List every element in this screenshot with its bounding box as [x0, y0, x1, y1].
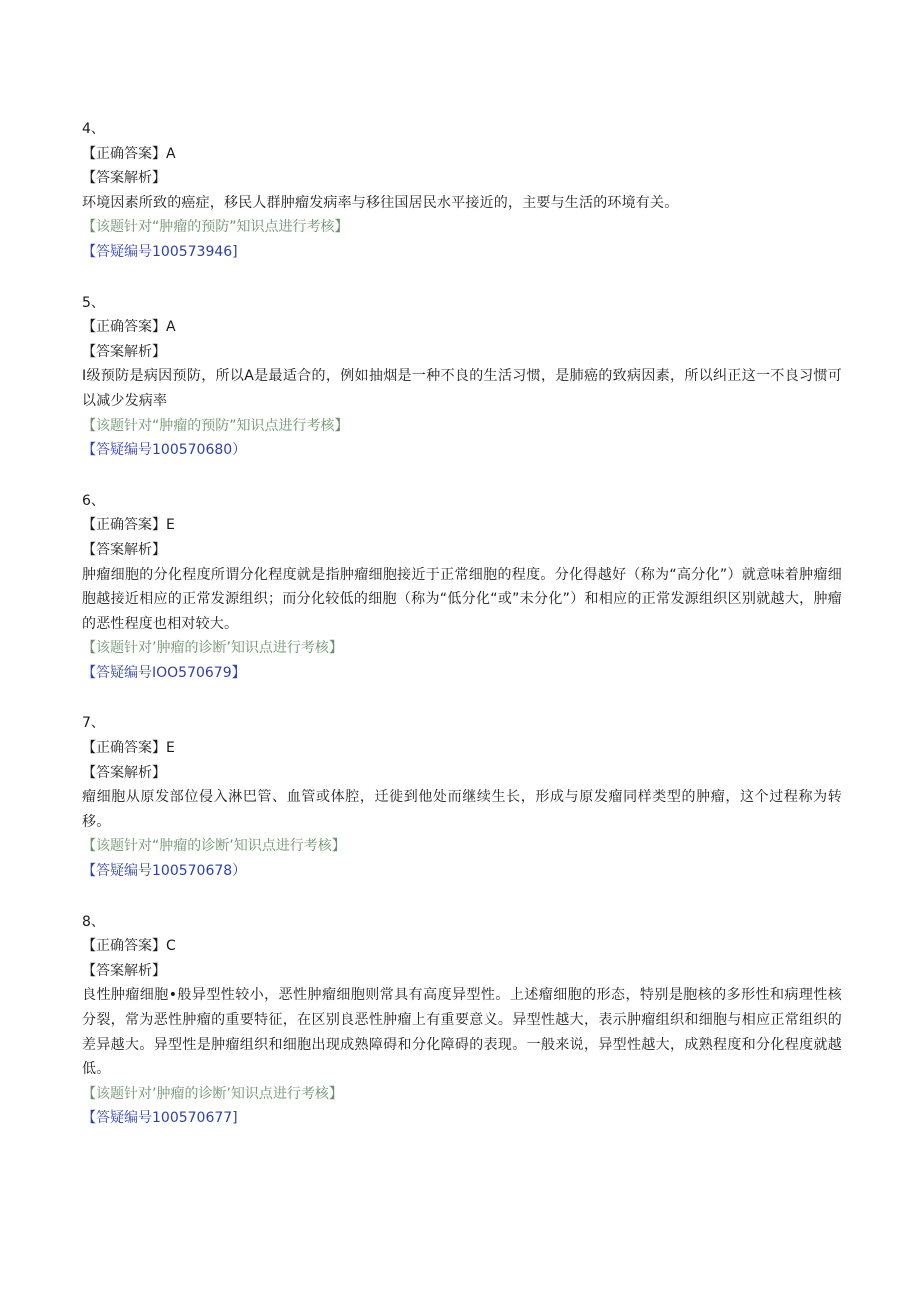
question-4	[82, 117, 842, 265]
question-id: 【答疑编号IOO570679】	[82, 664, 246, 681]
explanation-text: 瘤细胞从原发部位侵入淋巴管、血管或体腔，迁徙到他处而继续生长，形成与原发瘤同样类型的肿瘤，这个过程称为转移。	[82, 789, 842, 830]
question-number: 6、	[82, 492, 105, 509]
explanation-text: 环境因素所致的癌症，移民人群肿瘤发病率与移往国居民水平接近的，主要与生活的环境有关。	[82, 194, 679, 211]
question-number: 7、	[82, 715, 105, 732]
topic-note: 【该题针对“肿瘤的预防”知识点进行考核】	[82, 417, 349, 434]
analysis-label: 【答案解析】	[82, 343, 166, 360]
question-number: 8、	[82, 913, 105, 930]
analysis-label: 【答案解析】	[82, 764, 166, 781]
topic-note: 【该题针对“肿瘤的诊断’知识点进行考核】	[82, 838, 346, 855]
question-8	[82, 910, 842, 1131]
question-id: 【答疑编号100573946]	[82, 243, 238, 260]
question-number: 5、	[82, 294, 105, 311]
analysis-label: 【答案解析】	[82, 962, 166, 979]
question-7	[82, 711, 842, 883]
topic-note: 【该题针对“肿瘤的预防”知识点进行考核】	[82, 219, 349, 236]
correct-answer: 【正确答案】A	[82, 319, 176, 336]
explanation-text: 肿瘤细胞的分化程度所谓分化程度就是指肿瘤细胞接近于正常细胞的程度。分化得越好（称为“高分化”）就意味着肿瘤细胞越接近相应的正常发源组织；而分化较低的细胞（称为“低分化“或”未分化”）和相应的正常发源组织区别就越大，肿瘤的恶性程度也相对较大。	[82, 566, 842, 632]
explanation-text: 良性肿瘤细胞•般异型性较小，恶性肿瘤细胞则常具有高度异型性。上述瘤细胞的形态，特别是胞核的多形性和病理性核分裂，常为恶性肿瘤的重要特征，在区别良恶性肿瘤上有重要意义。异型性越大，表示肿瘤组织和细胞与相应正常组织的差异越大。异型性是肿瘤组织和细胞出现成熟障碍和分化障碍的表现。一般来说，异型性越大，成熟程度和分化程度就越低。	[82, 987, 842, 1078]
analysis-label: 【答案解析】	[82, 170, 166, 187]
topic-note: 【该题针对’肿瘤的诊断’知识点进行考核】	[82, 1085, 343, 1102]
topic-note: 【该题针对’肿瘤的诊断’知识点进行考核】	[82, 640, 343, 657]
answer-sheet	[82, 117, 842, 1157]
question-5	[82, 291, 842, 463]
question-id: 【答疑编号100570680）	[82, 442, 247, 459]
explanation-text: I级预防是病因预防，所以A是最适合的，例如抽烟是一种不良的生活习惯，是肺癌的致病因素，所以纠正这一不良习惯可以减少发病率	[82, 368, 842, 409]
correct-answer: 【正确答案】C	[82, 938, 176, 955]
correct-answer: 【正确答案】A	[82, 145, 176, 162]
question-6	[82, 489, 842, 686]
correct-answer: 【正确答案】E	[82, 517, 175, 534]
question-id: 【答疑编号100570678）	[82, 863, 247, 880]
analysis-label: 【答案解析】	[82, 541, 166, 558]
correct-answer: 【正确答案】E	[82, 740, 175, 757]
question-id: 【答疑编号100570677]	[82, 1110, 238, 1127]
question-number: 4、	[82, 121, 105, 137]
